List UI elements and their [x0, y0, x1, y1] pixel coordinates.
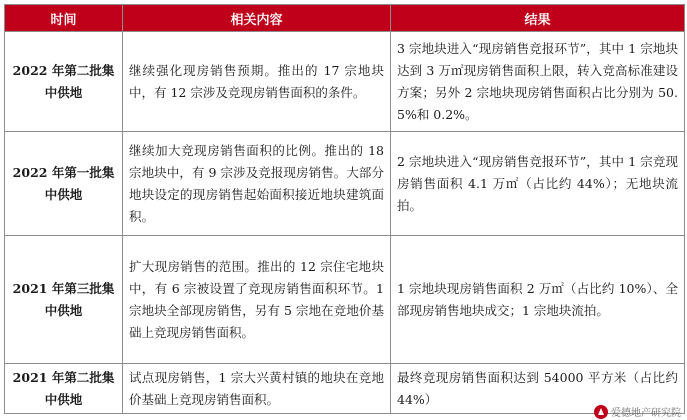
row-result: 1 宗地块现房销售面积 2 万㎡（占比约 10%）、全部现房销售地块成交；1 宗地块流拍。: [391, 236, 685, 364]
row-content: 试点现房销售，1 宗大兴黄村镇的地块在竞地价基础上竞现房销售面积。: [123, 364, 391, 414]
row-time: 2021 年第三批集中供地: [5, 236, 123, 364]
row-result: 2 宗地块进入“现房销售竞报环节”，其中 1 宗竞现房销售面积 4.1 万㎡（占比约 44%）；无地块流拍。: [391, 132, 685, 236]
table-row: [5, 132, 685, 236]
house-logo-icon: [594, 405, 608, 419]
row-content: 扩大现房销售的范围。推出的 12 宗住宅地块中，有 6 宗被设置了竞现房销售面积环节。1 宗地块全部现房销售，另有 5 宗地在竞地价基础上竞现房销售面积。: [123, 236, 391, 364]
header-time: 时间: [5, 5, 123, 32]
row-content: 继续加大竞现房销售面积的比例。推出的 18 宗地块中，有 9 宗涉及竞报现房销售。大部分地块设定的现房销售起始面积接近地块建筑面积。: [123, 132, 391, 236]
table-header-row: [5, 5, 685, 32]
row-result: 3 宗地块进入“现房销售竞报环节”，其中 1 宗地块达到 3 万㎡现房销售面积上限，转入竞高标准建设方案；另外 2 宗地块现房销售面积占比分别为 50.5%和 0.2%。: [391, 32, 685, 132]
row-content: 继续强化现房销售预期。推出的 17 宗地块中，有 12 宗涉及竞现房销售面积的条件。: [123, 32, 391, 132]
row-time: 2022 年第一批集中供地: [5, 132, 123, 236]
header-content: 相关内容: [123, 5, 391, 32]
watermark-text: 爱德地产研究院: [611, 408, 681, 419]
table-row: [5, 364, 685, 414]
header-result: 结果: [391, 5, 685, 32]
row-time: 2022 年第二批集中供地: [5, 32, 123, 132]
row-result: 最终竞现房销售面积达到 54000 平方米（占比约 44%）: [391, 364, 685, 414]
policy-table: [4, 4, 685, 414]
table-row: [5, 32, 685, 132]
watermark: [594, 404, 681, 419]
table-row: [5, 236, 685, 364]
row-time: 2021 年第二批集中供地: [5, 364, 123, 414]
